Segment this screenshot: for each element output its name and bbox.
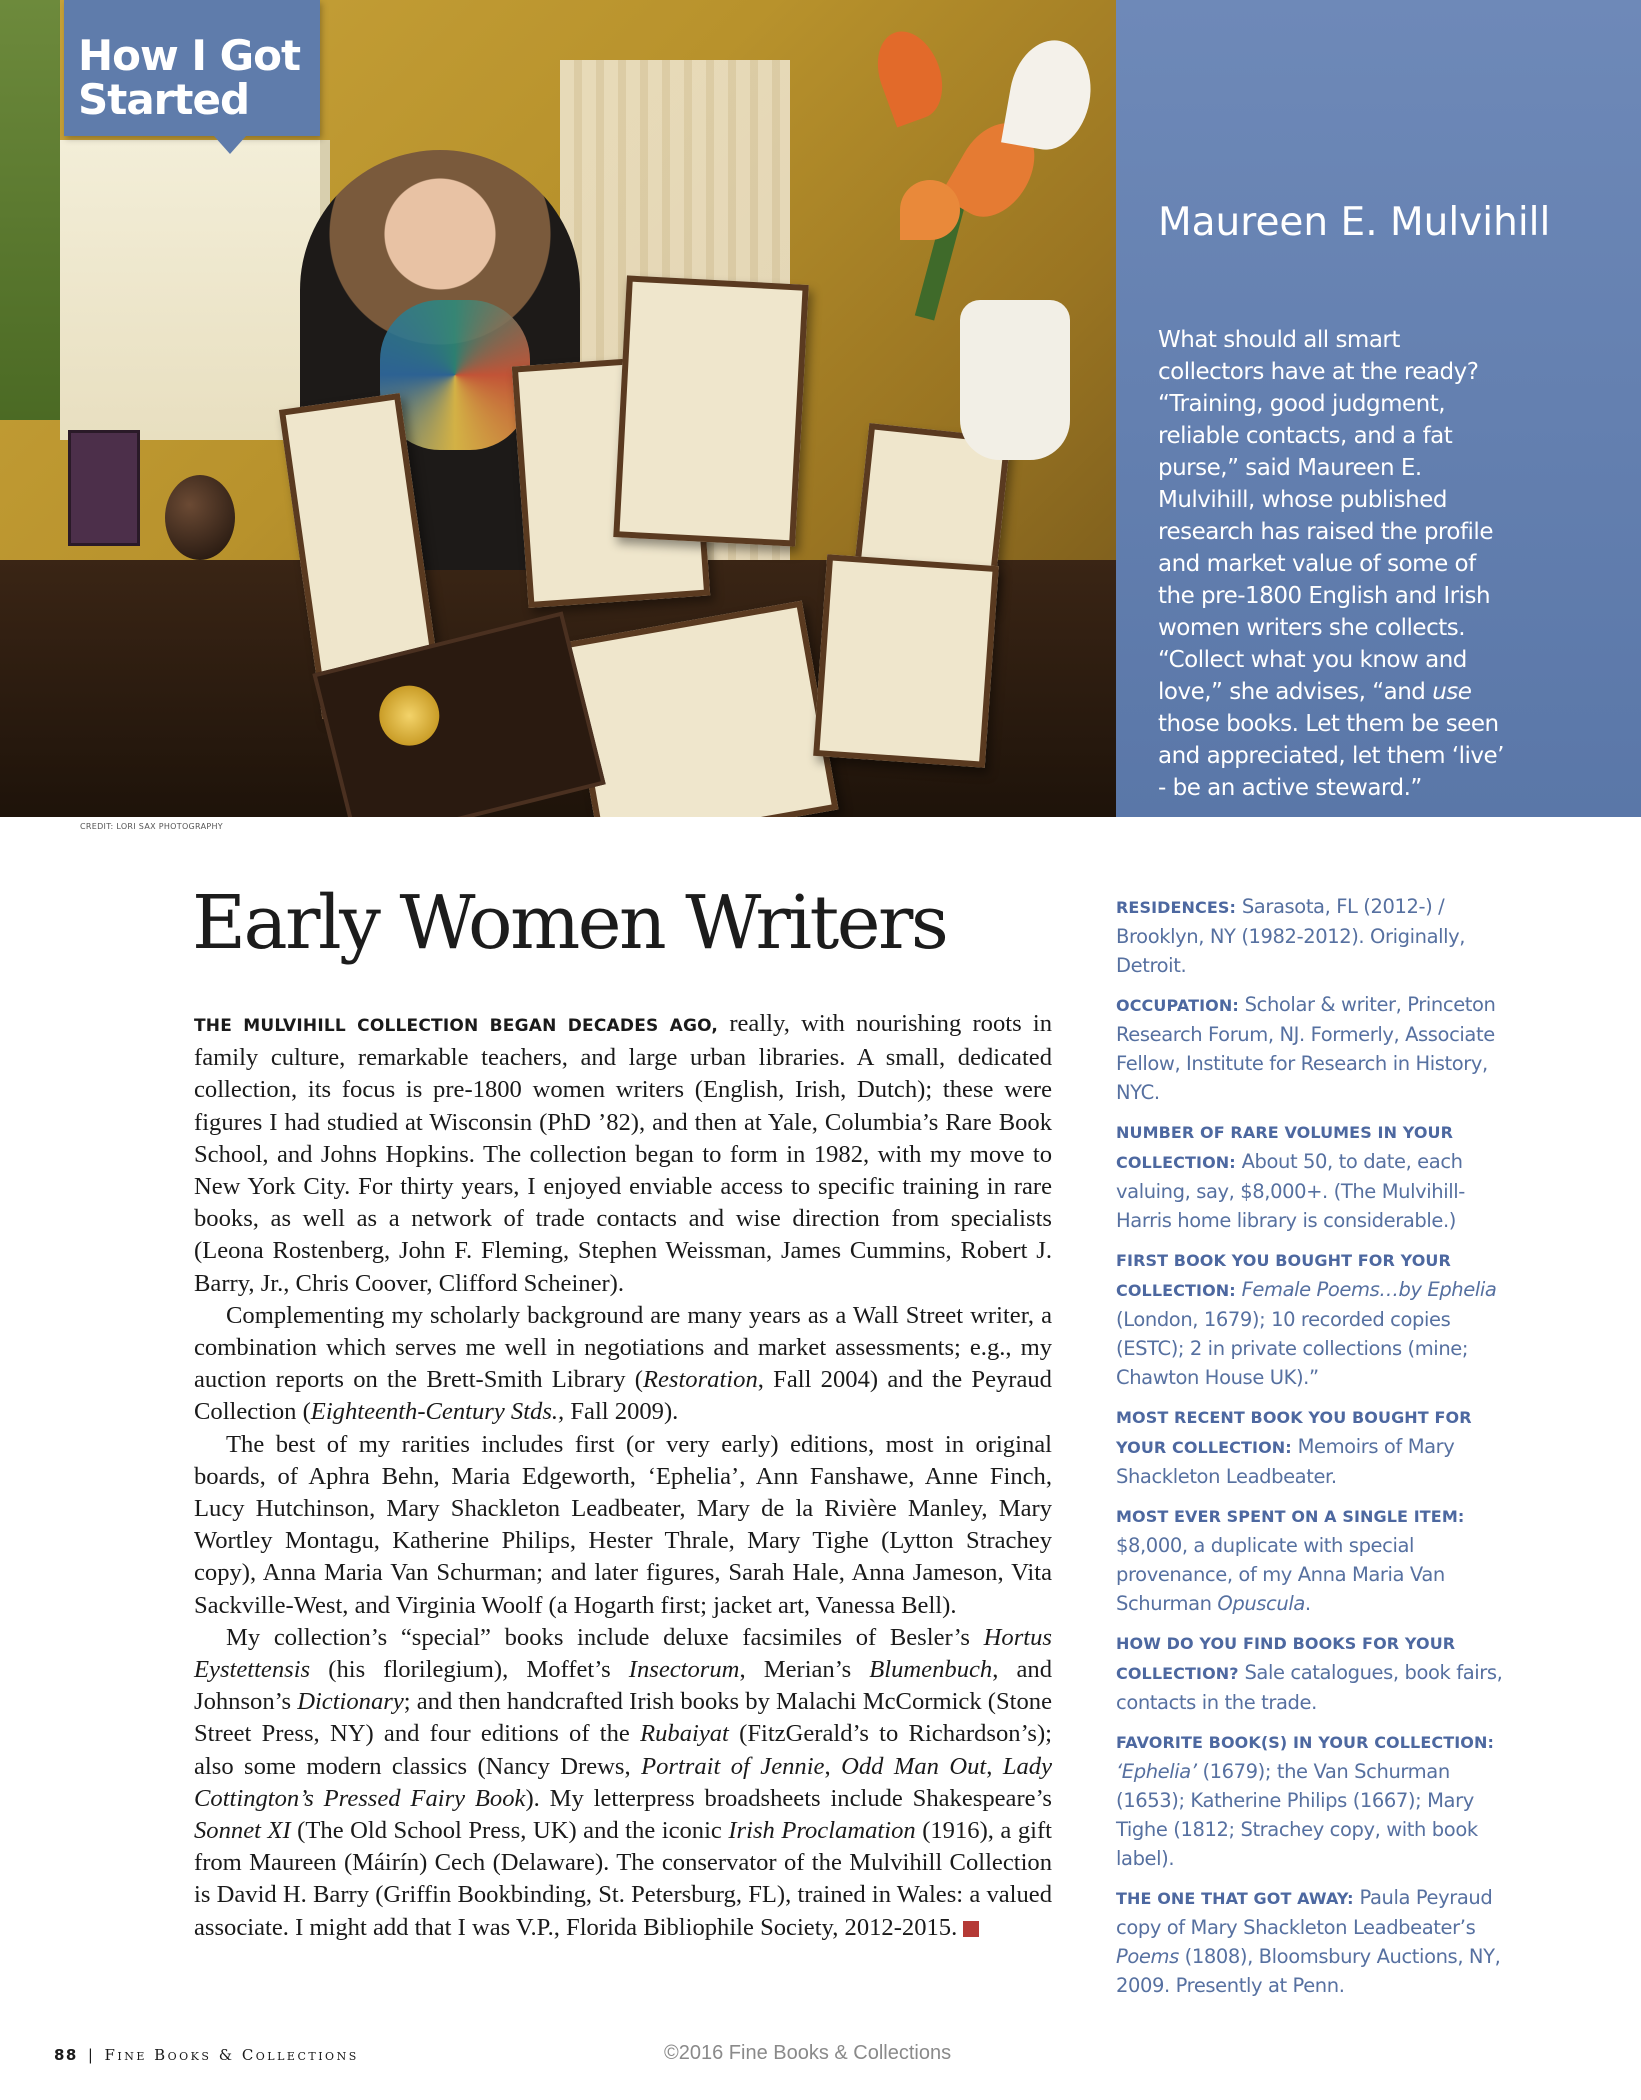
qa-residences: RESIDENCES: Sarasota, FL (2012-) / Brooklyn, NY (1982-2012). Originally, Detroit.	[1116, 895, 1466, 977]
photo-credit: CREDIT: LORI SAX PHOTOGRAPHY	[80, 822, 223, 831]
copyright-notice: ©2016 Fine Books & Collections	[664, 2042, 952, 2064]
magazine-name: Fine Books & Collections	[104, 2046, 359, 2064]
paragraph-1: THE MULVIHILL COLLECTION BEGAN DECADES AGO, really, with nourishing roots in family culture, remarkable teachers, and large urban libraries. A small, dedicated collection, its focus is pre-1800 women writers (English, Irish, Dutch); these were figures I had studied at Wisconsin (PhD ’82), and then at Yale, Columbia’s Rare Book School, and Johns Hopkins. The collection began to form in 1982, with my move to New York City. For thirty years, I enjoyed enviable access to specific training in rare books, as well as a network of trade contacts and wise direction from specialists (Leona Rostenberg, John F. Fleming, Stephen Weissman, James Cummins, Robert J. Barry, Jr., Chris Coover, Clifford Scheiner).	[194, 1010, 1053, 1297]
qa-sidebar	[1116, 892, 1516, 2010]
qa-first-book: FIRST BOOK YOU BOUGHT FOR YOUR COLLECTION: Female Poems…by Ephelia (London, 1679); 10 recorded copies (ESTC); 2 in private collections (mine; Chawton House UK).”	[1116, 1251, 1497, 1389]
bio-intro: What should all smart collectors have at the ready? “Training, good judgment, reliable contacts, and a fat purse,” said Maureen E. Mulvihill, whose published research has raised the profile and market value of some of the pre-1800 English and Irish women writers she collects. “Collect what you know and love,” she advises, “and use those books. Let them be seen and appreciated, let them ‘live’ - be an active steward.”	[1158, 327, 1504, 801]
qa-find-books: HOW DO YOU FIND BOOKS FOR YOUR COLLECTION? Sale catalogues, book fairs, contacts in the trade.	[1116, 1634, 1503, 1714]
bio-panel	[1116, 0, 1641, 817]
qa-most-spent: MOST EVER SPENT ON A SINGLE ITEM: $8,000, a duplicate with special provenance, of my Anna Maria Van Schurman Opuscula.	[1116, 1507, 1465, 1615]
lead-in: THE MULVIHILL COLLECTION BEGAN DECADES AGO,	[194, 1016, 719, 1036]
paragraph-4: My collection’s “special” books include deluxe facsimiles of Besler’s Hortus Eystettensis (his florilegium), Moffet’s Insectorum, Merian’s Blumenbuch, and Johnson’s Dictionary; and then handcrafted Irish books by Malachi McCormick (Stone Street Press, NY) and four editions of the Rubaiyat (FitzGerald’s to Richardson’s); also some modern classics (Nancy Drews, Portrait of Jennie, Odd Man Out, Lady Cottington’s Pressed Fairy Book). My letterpress broadsheets include Shakespeare’s Sonnet XI (The Old School Press, UK) and the iconic Irish Proclamation (1916), a gift from Maureen (Máirín) Cech (Delaware). The conservator of the Mulvihill Collection is David H. Barry (Griffin Bookbinding, St. Petersburg, FL), trained in Wales: a valued associate. I might add that I was V.P., Florida Bibliophile Society, 2012-2015. C	[194, 1623, 1053, 1941]
qa-got-away: THE ONE THAT GOT AWAY: Paula Peyraud copy of Mary Shackleton Leadbeater’s Poems (1808), Bloomsbury Auctions, NY, 2009. Presently at Penn.	[1116, 1886, 1501, 1997]
vase	[960, 300, 1070, 460]
section-badge	[64, 0, 320, 136]
portrait-book	[813, 554, 999, 768]
window	[60, 140, 330, 440]
section-badge-title: How I Got Started	[78, 31, 301, 124]
lily-flower	[866, 22, 953, 127]
purple-book	[68, 430, 140, 546]
article-headline: Early Women Writers	[192, 880, 947, 966]
page-number: 88	[54, 2046, 78, 2064]
paragraph-2: Complementing my scholarly background are many years as a Wall Street writer, a combination which serves me well in negotiations and market assessments; e.g., my auction reports on the Brett-Smith Library (Restoration, Fall 2004) and the Peyraud Collection (Eighteenth-Century Stds., Fall 2009).	[194, 1301, 1052, 1426]
lily-flower	[1001, 34, 1099, 156]
folio-separator: |	[87, 2046, 95, 2064]
plant-backdrop	[0, 0, 60, 420]
lily-flower	[900, 180, 960, 240]
decorative-sphere	[165, 475, 235, 560]
paragraph-3: The best of my rarities includes first (or very early) editions, most in original boards, of Aphra Behn, Maria Edgeworth, ‘Ephelia’, Ann Fanshawe, Anne Finch, Lucy Hutchinson, Mary Shackleton Leadbeater, Mary de la Rivière Manley, Mary Wortley Montagu, Katherine Philips, Hester Thrale, Mary Tighe (Lytton Strachey copy), Anna Maria Van Schurman; and later figures, Sarah Hale, Anna Jameson, Vita Sackville-West, and Virginia Woolf (a Hogarth first; jacket art, Vanessa Bell).	[194, 1430, 1052, 1619]
end-of-article-icon: C	[963, 1921, 979, 1937]
qa-recent-book: MOST RECENT BOOK YOU BOUGHT FOR YOUR COLLECTION: Memoirs of Mary Shackleton Leadbeater.	[1116, 1408, 1472, 1488]
collector-name: Maureen E. Mulvihill	[1158, 200, 1551, 245]
article-body	[194, 1008, 1052, 1944]
qa-rare-volumes: NUMBER OF RARE VOLUMES IN YOUR COLLECTION: About 50, to date, each valuing, say, $8,000+. (The Mulvihill-Harris home library is considerable.)	[1116, 1123, 1465, 1232]
qa-occupation: OCCUPATION: Scholar & writer, Princeton Research Forum, NJ. Formerly, Associate Fellow, Institute for Research in History, NYC.	[1116, 993, 1496, 1104]
qa-favorite-books: FAVORITE BOOK(S) IN YOUR COLLECTION: ‘Ephelia’ (1679); the Van Schurman (1653); Katherine Philips (1667); Mary Tighe (1812; Strachey copy, with book label).	[1116, 1733, 1494, 1870]
open-book	[613, 275, 808, 546]
gold-emblem	[373, 679, 446, 752]
page-folio	[54, 2046, 359, 2064]
